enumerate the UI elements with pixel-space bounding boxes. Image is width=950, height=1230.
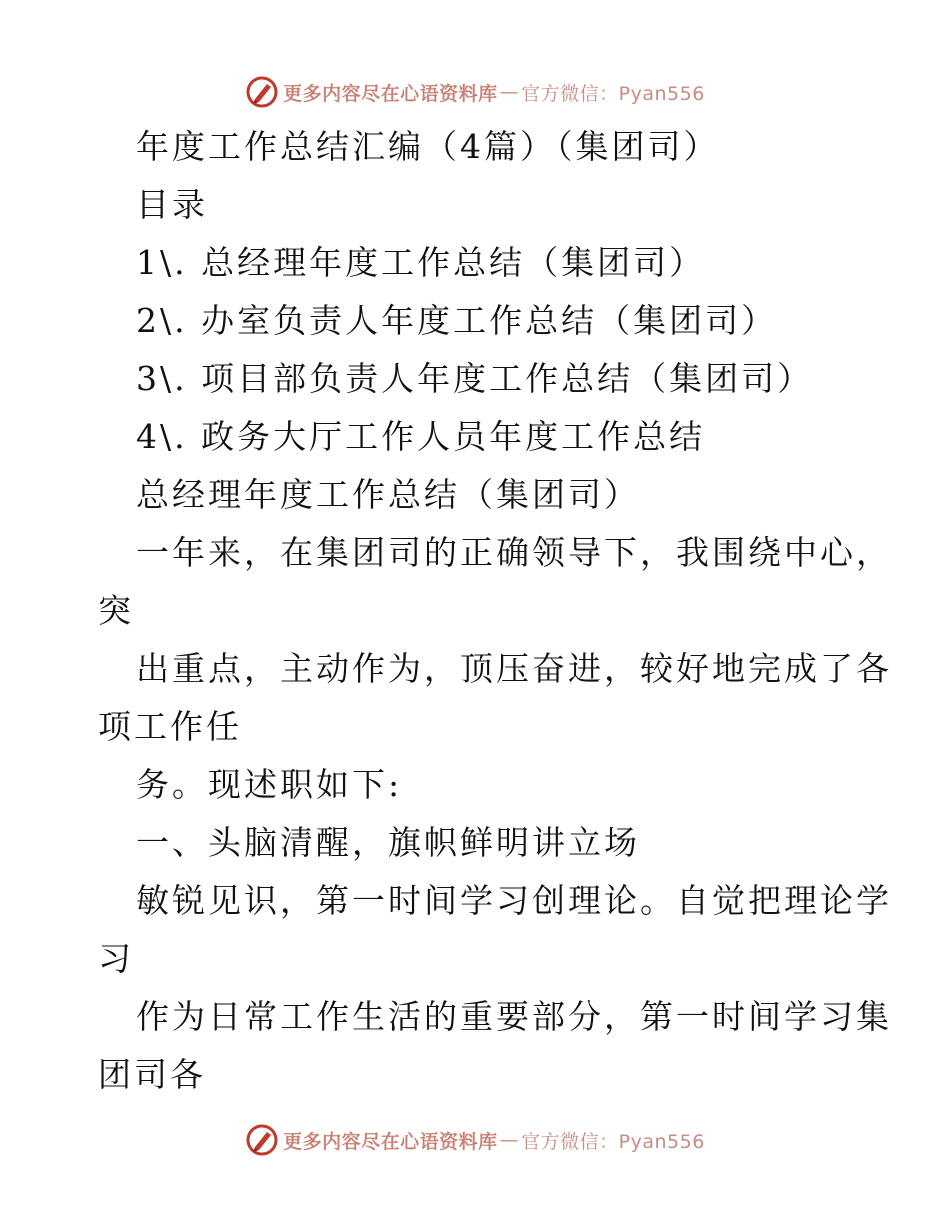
watermark-dash: — bbox=[499, 1129, 520, 1151]
subsection-heading: 一、头脑清醒，旗帜鲜明讲立场 bbox=[136, 823, 640, 862]
toc-heading: 目录 bbox=[136, 185, 208, 224]
watermark-brand: 更多内容尽在心语资料库 bbox=[283, 1130, 498, 1153]
toc-item: 2\. 办室负责人年度工作总结（集团司） bbox=[136, 301, 778, 340]
paragraph-line: 习 bbox=[98, 939, 134, 978]
document-title: 年度工作总结汇编（4篇）（集团司） bbox=[136, 127, 720, 166]
paragraph-line: 团司各 bbox=[98, 1055, 206, 1094]
section-title: 总经理年度工作总结（集团司） bbox=[136, 475, 640, 514]
document-body bbox=[98, 118, 892, 1104]
pen-logo-icon bbox=[245, 75, 279, 109]
paragraph-line: 项工作任 bbox=[98, 707, 242, 746]
paragraph-line: 一年来，在集团司的正确领导下，我围绕中心， bbox=[136, 533, 892, 572]
paragraph-line: 敏锐见识，第一时间学习创理论。自觉把理论学 bbox=[136, 881, 892, 920]
paragraph-line: 出重点，主动作为，顶压奋进，较好地完成了各 bbox=[136, 649, 892, 688]
paragraph-line: 务。现述职如下: bbox=[136, 765, 403, 804]
toc-item: 3\. 项目部负责人年度工作总结（集团司） bbox=[136, 359, 814, 398]
paragraph-line: 作为日常工作生活的重要部分，第一时间学习集 bbox=[136, 997, 892, 1036]
watermark-contact: 官方微信：Pyan556 bbox=[521, 82, 705, 105]
pen-logo-icon bbox=[245, 1123, 279, 1157]
footer-watermark bbox=[0, 1120, 950, 1160]
toc-item: 4\. 政务大厅工作人员年度工作总结 bbox=[136, 417, 706, 456]
watermark-brand: 更多内容尽在心语资料库 bbox=[283, 82, 498, 105]
watermark-contact: 官方微信：Pyan556 bbox=[521, 1130, 705, 1153]
toc-item: 1\. 总经理年度工作总结（集团司） bbox=[136, 243, 706, 282]
paragraph-line: 突 bbox=[98, 591, 134, 630]
watermark-dash: — bbox=[499, 81, 520, 103]
header-watermark bbox=[0, 72, 950, 112]
